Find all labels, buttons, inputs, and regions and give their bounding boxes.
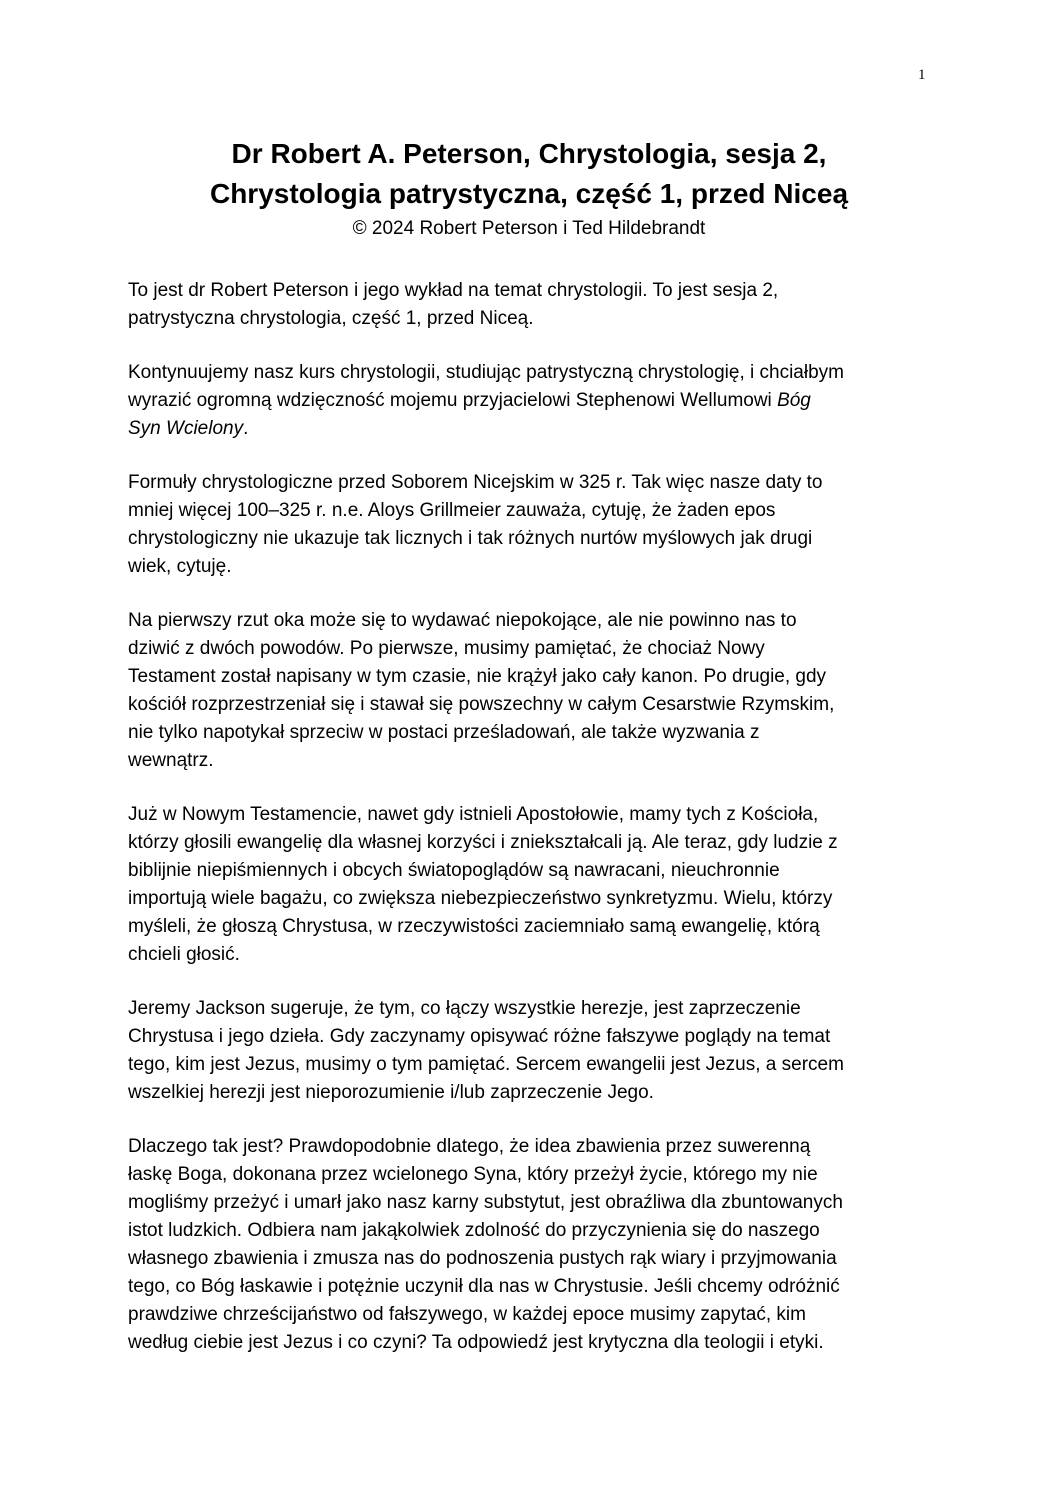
- text-segment: wyrazić ogromną wdzięczność mojemu przyjacielowi Stephenowi Wellumowi: [128, 390, 778, 411]
- text-line: tego, co Bóg łaskawie i potężnie uczynił dla nas w Chrystusie. Jeśli chcemy odróżnić: [128, 1276, 840, 1297]
- text-line: łaskę Boga, dokonana przez wcielonego Syna, który przeżył życie, którego my nie: [128, 1164, 818, 1185]
- text-line: nie tylko napotykał sprzeciw w postaci prześladowań, ale także wyzwania z: [128, 722, 760, 743]
- text-line: prawdziwe chrześcijaństwo od fałszywego, w każdej epoce musimy zapytać, kim: [128, 1304, 806, 1325]
- text-line: Testament został napisany w tym czasie, nie krążył jako cały kanon. Po drugie, gdy: [128, 666, 827, 687]
- text-line: którzy głosili ewangelię dla własnej korzyści i zniekształcali ją. Ale teraz, gdy ludzie z: [128, 832, 838, 853]
- document-body: [128, 277, 928, 1383]
- paragraph-5: [128, 801, 928, 969]
- text-line: [128, 415, 928, 443]
- book-title-italic: Bóg: [777, 390, 811, 411]
- text-line: dziwić z dwóch powodów. Po pierwsze, musimy pamiętać, że chociaż Nowy: [128, 638, 765, 659]
- book-title-italic: Syn Wcielony: [128, 418, 244, 439]
- document-header: [100, 134, 958, 242]
- paragraph-3: [128, 469, 928, 581]
- text-line: Kontynuujemy nasz kurs chrystologii, studiując patrystyczną chrystologię, i chciałbym: [128, 362, 844, 383]
- page-number: 1: [918, 67, 926, 83]
- document-title-line-2: Chrystologia patrystyczna, część 1, przed Niceą: [209, 178, 849, 209]
- text-line: [128, 387, 928, 415]
- text-line: wiek, cytuję.: [128, 556, 232, 577]
- text-segment: .: [243, 418, 249, 439]
- text-line: Chrystusa i jego dzieła. Gdy zaczynamy opisywać różne fałszywe poglądy na temat: [128, 1026, 831, 1047]
- text-line: chrystologiczny nie ukazuje tak licznych i tak różnych nurtów myślowych jak drugi: [128, 528, 813, 549]
- text-line: mniej więcej 100–325 r. n.e. Aloys Grillmeier zauważa, cytuję, że żaden epos: [128, 500, 776, 521]
- paragraph-1: [128, 277, 928, 333]
- paragraph-2: [128, 359, 928, 443]
- text-line: tego, kim jest Jezus, musimy o tym pamiętać. Sercem ewangelii jest Jezus, a sercem: [128, 1054, 844, 1075]
- paragraph-7: [128, 1133, 928, 1357]
- text-line: patrystyczna chrystologia, część 1, przed Niceą.: [128, 308, 534, 329]
- text-line: wszelkiej herezji jest nieporozumienie i/lub zaprzeczenie Jego.: [128, 1082, 654, 1103]
- text-line: biblijnie niepiśmiennych i obcych światopoglądów są nawracani, nieuchronnie: [128, 860, 780, 881]
- text-line: istot ludzkich. Odbiera nam jakąkolwiek zdolność do przyczynienia się do naszego: [128, 1220, 820, 1241]
- text-line: myśleli, że głoszą Chrystusa, w rzeczywistości zaciemniało samą ewangelię, którą: [128, 916, 820, 937]
- text-line: Jeremy Jackson sugeruje, że tym, co łączy wszystkie herezje, jest zaprzeczenie: [128, 998, 801, 1019]
- text-line: Formuły chrystologiczne przed Soborem Nicejskim w 325 r. Tak więc nasze daty to: [128, 472, 823, 493]
- text-line: Już w Nowym Testamencie, nawet gdy istnieli Apostołowie, mamy tych z Kościoła,: [128, 804, 819, 825]
- text-line: według ciebie jest Jezus i co czyni? Ta odpowiedź jest krytyczna dla teologii i etyki.: [128, 1332, 824, 1353]
- text-line: Na pierwszy rzut oka może się to wydawać niepokojące, ale nie powinno nas to: [128, 610, 797, 631]
- text-line: kościół rozprzestrzeniał się i stawał się powszechny w całym Cesarstwie Rzymskim,: [128, 694, 835, 715]
- text-line: wewnątrz.: [128, 750, 214, 771]
- text-line: chcieli głosić.: [128, 944, 240, 965]
- text-line: Dlaczego tak jest? Prawdopodobnie dlatego, że idea zbawienia przez suwerenną: [128, 1136, 811, 1157]
- text-line: mogliśmy przeżyć i umarł jako nasz karny substytut, jest obraźliwa dla zbuntowanych: [128, 1192, 843, 1213]
- paragraph-6: [128, 995, 928, 1107]
- paragraph-4: [128, 607, 928, 775]
- copyright-notice: © 2024 Robert Peterson i Ted Hildebrandt: [352, 218, 706, 239]
- text-line: własnego zbawienia i zmusza nas do podnoszenia pustych rąk wiary i przyjmowania: [128, 1248, 837, 1269]
- text-line: importują wiele bagażu, co zwiększa niebezpieczeństwo synkretyzmu. Wielu, którzy: [128, 888, 833, 909]
- document-title-line-1: Dr Robert A. Peterson, Chrystologia, sesja 2,: [231, 138, 827, 169]
- text-line: To jest dr Robert Peterson i jego wykład na temat chrystologii. To jest sesja 2,: [128, 280, 779, 301]
